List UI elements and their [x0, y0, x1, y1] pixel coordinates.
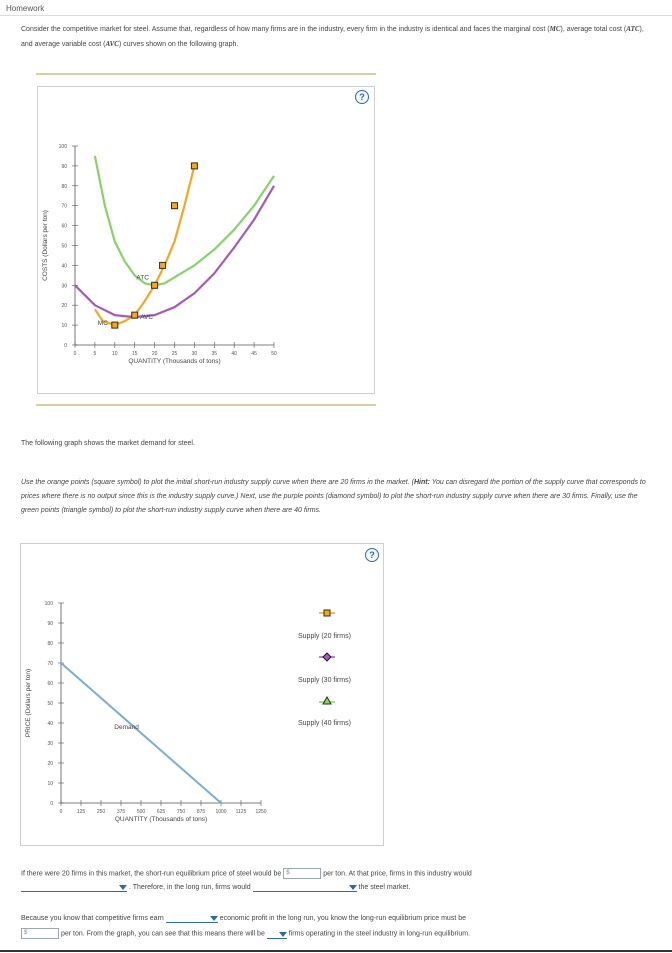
y-tick-label: 80 — [61, 183, 67, 190]
q2-text-d: firms operating in the steel industry in long-run equilibrium. — [288, 930, 471, 938]
y-tick-label: 70 — [61, 203, 67, 210]
x-tick-label: 625 — [156, 809, 166, 815]
q1-text-a: If there were 20 firms in this market, the short-run equilibrium price of steel would be — [21, 870, 282, 878]
page-title: Homework — [6, 4, 45, 13]
curve-label-mc: MC — [97, 320, 108, 328]
y-tick-label: 20 — [47, 761, 53, 767]
legend-triangle-marker — [323, 697, 331, 704]
x-tick-label: 1125 — [235, 809, 247, 815]
mc-square-marker — [172, 203, 178, 209]
intro-atc: ATC — [626, 25, 640, 33]
instructions-text-2: You can disregard the portion of the supply curve that corresponds to prices where there is no output since this is the industry supply curve.) Next, use the purple points (diamond symbol) to plot the short-run industry supply curve when there are 30 firms. Finally, use the green points (triangle symbol) to plot the short-run industry supply curve when there are 40 firms. — [21, 479, 646, 514]
chevron-down-icon — [119, 885, 127, 890]
chevron-down-icon — [279, 932, 287, 937]
firm-count-dropdown[interactable] — [267, 929, 287, 939]
y-tick-label: 40 — [61, 263, 67, 270]
entry-exit-dropdown[interactable] — [253, 882, 357, 892]
y-tick-label: 0 — [50, 801, 53, 807]
demand-intro: The following graph shows the market demand for steel. — [21, 440, 195, 447]
divider-bottom — [36, 404, 376, 406]
x-tick-label: 375 — [116, 809, 126, 815]
x-tick-label: 25 — [171, 351, 178, 357]
x-tick-label: 30 — [191, 351, 198, 357]
chevron-down-icon — [349, 885, 357, 890]
y-tick-label: 30 — [47, 741, 53, 747]
divider-top — [36, 73, 376, 75]
y-tick-label: 60 — [47, 681, 53, 687]
y-tick-label: 30 — [61, 283, 67, 290]
intro-avc: AVC — [105, 40, 119, 48]
y-tick-label: 50 — [47, 701, 53, 707]
intro-text-4: ) curves shown on the following graph. — [118, 41, 239, 48]
q1-text-d: the steel market. — [358, 884, 411, 891]
x-tick-label: 1250 — [255, 809, 267, 815]
y-tick-label: 70 — [47, 661, 53, 667]
x-axis-label: QUANTITY (Thousands of tons) — [128, 358, 221, 365]
x-tick-label: 125 — [76, 809, 86, 815]
header-bar — [0, 0, 672, 16]
instructions-text-1: Use the orange points (square symbol) to plot the initial short-run industry supply curve when there are 20 firms in the market. ( — [21, 479, 414, 486]
x-axis-label: QUANTITY (Thousands of tons) — [114, 816, 208, 823]
x-tick-label: 40 — [231, 351, 237, 357]
x-tick-label: 45 — [251, 351, 257, 357]
x-tick-label: 0 — [59, 809, 63, 815]
curve-atc — [95, 156, 274, 285]
legend-supply-20-label: Supply (20 firms) — [298, 633, 351, 640]
x-tick-label: 10 — [112, 351, 118, 357]
profit-status-dropdown[interactable] — [21, 882, 127, 892]
y-tick-label: 10 — [61, 323, 67, 330]
y-axis-label: COSTS (Dollars per ton) — [42, 210, 49, 281]
x-tick-label: 1000 — [215, 809, 227, 815]
x-tick-label: 500 — [136, 809, 146, 815]
mc-square-marker — [152, 282, 158, 288]
legend-square-marker — [324, 610, 330, 616]
question-1-line-1 — [21, 868, 472, 880]
y-tick-label: 100 — [58, 144, 67, 150]
problem-intro — [21, 22, 651, 52]
x-tick-label: 15 — [131, 351, 138, 357]
x-tick-label: 35 — [211, 351, 218, 357]
y-axis-label: PRICE (Dollars per ton) — [25, 668, 32, 738]
q2-text-b: economic profit in the long run, you know the long-run equilibrium price must be — [219, 915, 466, 922]
mc-square-marker — [112, 322, 118, 328]
q1-text-b: per ton. At that price, firms in this industry would — [323, 870, 472, 878]
y-tick-label: 50 — [61, 243, 67, 250]
q2-text-a: Because you know that competitive firms earn — [21, 915, 164, 922]
long-run-price-input[interactable]: $ — [21, 928, 59, 939]
y-tick-label: 10 — [47, 781, 53, 787]
question-2-line-2 — [21, 928, 470, 940]
x-tick-label: 750 — [176, 809, 186, 815]
market-demand-chart[interactable] — [20, 543, 384, 846]
question-2-line-1 — [21, 913, 466, 925]
intro-text-2: ), average total cost ( — [560, 26, 627, 33]
instructions — [21, 476, 651, 518]
question-1-line-2 — [21, 882, 410, 894]
x-tick-label: 875 — [196, 809, 206, 815]
x-tick-label: 20 — [151, 351, 158, 357]
curve-label-demand: Demand — [114, 724, 139, 731]
legend-diamond-marker — [323, 653, 331, 661]
legend-supply-30-label: Supply (30 firms) — [298, 677, 351, 684]
intro-mc: MC — [549, 25, 561, 33]
cost-curves-chart — [37, 86, 375, 394]
long-run-profit-dropdown[interactable] — [166, 913, 218, 923]
y-tick-label: 40 — [47, 721, 53, 727]
curve-label-atc: ATC — [136, 274, 149, 282]
x-tick-label: 250 — [96, 809, 106, 815]
y-tick-label: 0 — [64, 343, 67, 349]
x-tick-label: 5 — [93, 351, 97, 357]
intro-text-1: Consider the competitive market for steel. Assume that, regardless of how many firms are in the industry, every firm in the industry is identical and faces the marginal cost ( — [21, 26, 550, 33]
chevron-down-icon — [210, 916, 218, 921]
intro-text-3: ), and average variable cost ( — [21, 26, 644, 48]
price-input-20-firms[interactable]: $ — [283, 868, 321, 879]
mc-square-marker — [160, 262, 166, 268]
mc-square-marker — [191, 163, 197, 169]
hint-label: Hint: — [413, 479, 430, 486]
x-tick-label: 0 — [73, 351, 77, 357]
y-tick-label: 100 — [44, 601, 53, 607]
curve-label-avc: AVC — [140, 314, 154, 322]
page-bottom-rule — [0, 950, 672, 952]
y-tick-label: 80 — [47, 641, 53, 647]
y-tick-label: 60 — [61, 223, 67, 230]
curve-demand — [61, 663, 221, 803]
y-tick-label: 90 — [61, 163, 67, 170]
q1-text-c: . Therefore, in the long run, firms would — [128, 884, 251, 891]
y-tick-label: 90 — [47, 621, 53, 627]
mc-square-marker — [132, 312, 138, 318]
q2-text-c: per ton. From the graph, you can see that this means there will be — [60, 930, 265, 938]
x-tick-label: 50 — [271, 351, 277, 357]
legend-supply-40-label: Supply (40 firms) — [298, 720, 351, 727]
y-tick-label: 20 — [61, 303, 67, 310]
curve-mc — [95, 166, 194, 328]
help-icon-2[interactable]: ? — [365, 548, 379, 562]
help-icon[interactable]: ? — [355, 90, 369, 104]
